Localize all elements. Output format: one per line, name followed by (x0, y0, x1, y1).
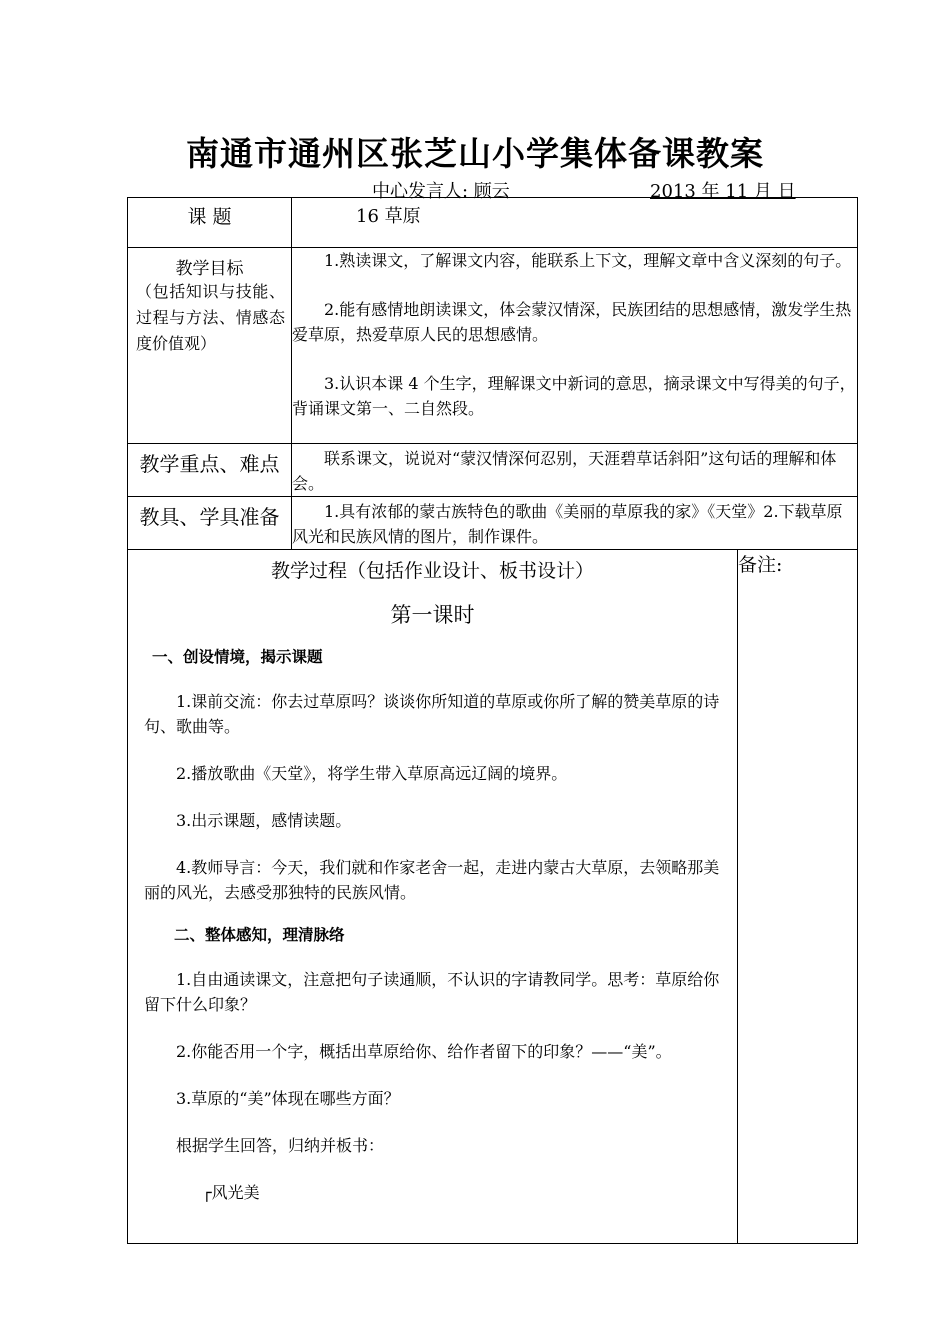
tools-cell (292, 497, 858, 550)
process-cell (128, 550, 738, 1244)
goals-label-cell (128, 248, 292, 444)
topic-value: 16 草原 (292, 198, 858, 248)
tools-row (128, 497, 858, 550)
key-points-text: 联系课文，说说对“蒙汉情深何忍别，天涯碧草话斜阳”这句话的理解和体会。 (292, 449, 837, 493)
key-points-row (128, 444, 858, 497)
goals-label: 教学目标 (175, 259, 244, 279)
section-heading: 一、创设情境，揭示课题 (152, 648, 323, 666)
section-body (128, 667, 737, 905)
goals-cell (292, 248, 858, 444)
key-points-cell (292, 444, 858, 497)
process-item: 1.自由通读课文，注意把句子读通顺，不认识的字请教同学。思考：草原给你留下什么印象？ (144, 970, 720, 1014)
goal-item: 2.能有感情地朗读课文，体会蒙汉情深，民族团结的思想感情，激发学生热爱草原，热爱草原人民的思想感情。 (292, 300, 852, 344)
date-label: 2013 年 11 月 日 (650, 181, 796, 202)
process-header: 教学过程（包括作业设计、板书设计） (270, 560, 594, 582)
tools-label: 教具、学具准备 (128, 497, 292, 550)
key-points-label: 教学重点、难点 (128, 444, 292, 497)
notes-cell (738, 550, 858, 1244)
process-item: 2.播放歌曲《天堂》，将学生带入草原高远辽阔的境界。 (176, 764, 568, 783)
speaker-label: 中心发言人: 顾云 (372, 181, 510, 202)
process-item: 2.你能否用一个字，概括出草原给你、给作者留下的印象？——“美”。 (176, 1042, 672, 1061)
process-item: 3.出示课题，感情读题。 (176, 811, 352, 830)
process-item: 4.教师导言：今天，我们就和作家老舍一起，走进内蒙古大草原，去领略那美丽的风光，去感受那独特的民族风情。 (144, 858, 720, 902)
process-item: 3.草原的“美”体现在哪些方面？ (176, 1089, 400, 1108)
goal-item: 1.熟读课文，了解课文内容，能联系上下文，理解文章中含义深刻的句子。 (324, 251, 852, 270)
lesson-number: 第一课时 (390, 603, 475, 627)
process-item: 1.课前交流：你去过草原吗？谈谈你所知道的草原或你所了解的赞美草原的诗句、歌曲等。 (144, 692, 720, 736)
page-title: 南通市通州区张芝山小学集体备课教案 (186, 134, 764, 173)
process-item: 根据学生回答，归纳并板书： (176, 1136, 385, 1155)
tools-text: 1.具有浓郁的蒙古族特色的歌曲《美丽的草原我的家》《天堂》2.下载草原风光和民族风情的图片，制作课件。 (292, 502, 843, 546)
topic-label: 课 题 (128, 198, 292, 248)
section-heading: 二、整体感知，理清脉络 (174, 926, 345, 944)
lesson-plan-table (127, 197, 858, 1244)
goal-item: 3.认识本课 4 个生字，理解课文中新词的意思，摘录课文中写得美的句子，背诵课文第一、二自然段。 (292, 374, 856, 418)
process-row (128, 550, 858, 1244)
goals-row (128, 248, 858, 444)
topic-row (128, 198, 858, 248)
board-outline-item: ┌风光美 (202, 1183, 260, 1202)
notes-label: 备注: (738, 554, 783, 576)
section-body (128, 945, 737, 1205)
goals-label-sub: （包括知识与技能、过程与方法、情感态度价值观） (136, 282, 285, 353)
